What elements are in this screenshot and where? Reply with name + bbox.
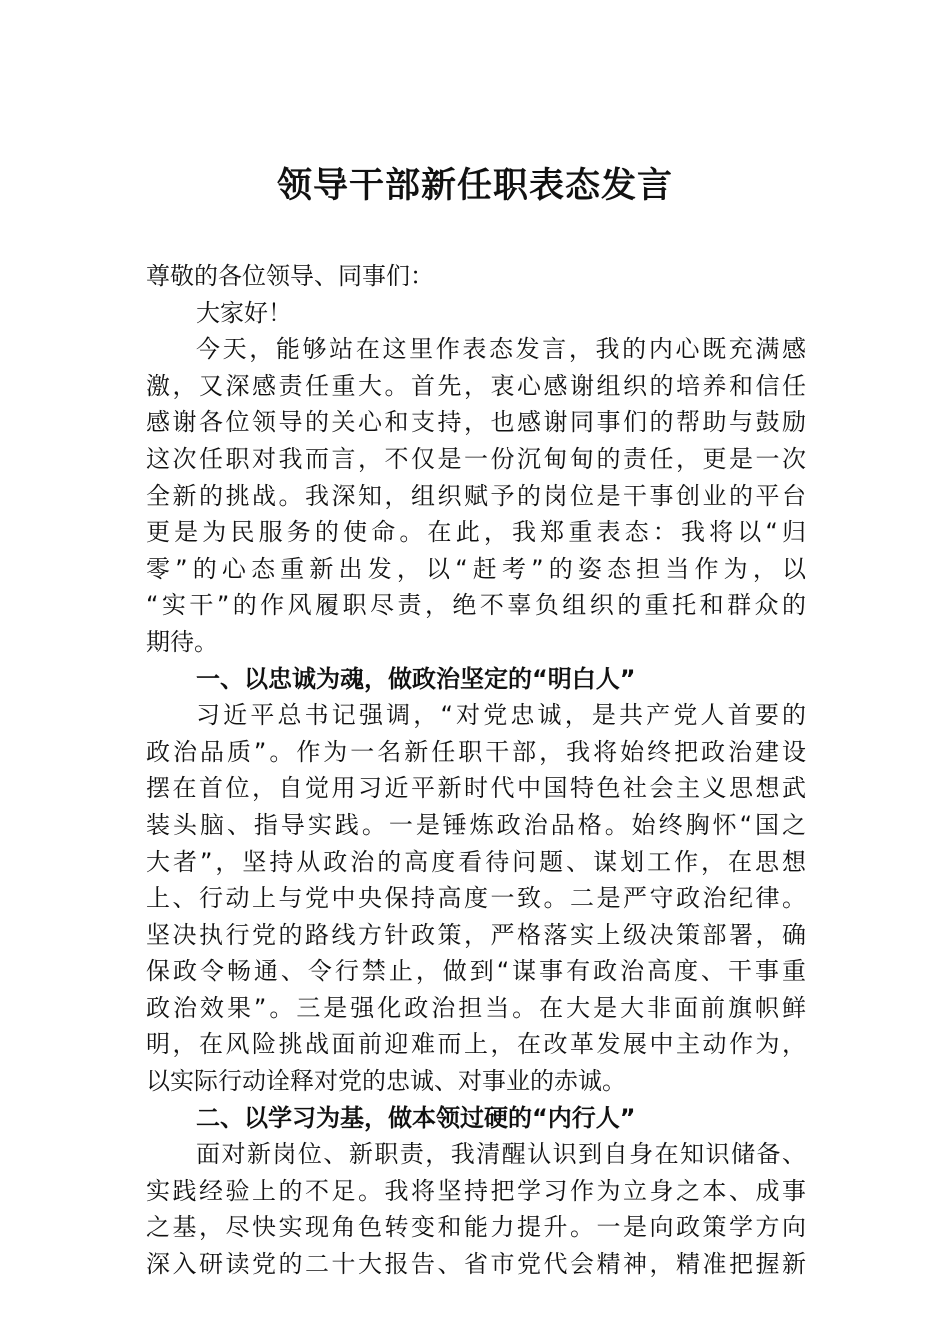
text-line: 大家好！ xyxy=(196,298,292,327)
text-line: 面对新岗位、新职责，我清醒认识到自身在知识储备、 xyxy=(196,1140,806,1169)
document-body xyxy=(146,258,806,1283)
text-line: 这次任职对我而言，不仅是一份沉甸甸的责任，更是一次 xyxy=(146,444,806,473)
text-line: 装头脑、指导实践。一是锤炼政治品格。始终胸怀“国之 xyxy=(146,810,806,839)
text-line: 以实际行动诠释对党的忠诚、对事业的赤诚。 xyxy=(146,1067,626,1096)
text-line: 明，在风险挑战面前迎难而上，在改革发展中主动作为， xyxy=(146,1030,806,1059)
text-line: 政治品质”。作为一名新任职干部，我将始终把政治建设 xyxy=(146,737,806,766)
text-line: 全新的挑战。我深知，组织赋予的岗位是干事创业的平台 xyxy=(146,481,806,510)
text-line: 感谢各位领导的关心和支持，也感谢同事们的帮助与鼓励 xyxy=(146,408,806,437)
text-line: 更是为民服务的使命。在此，我郑重表态：我将以“归 xyxy=(146,518,806,547)
text-line: 政治效果”。三是强化政治担当。在大是大非面前旗帜鲜 xyxy=(146,993,806,1022)
text-line: 大者”，坚持从政治的高度看待问题、谋划工作，在思想 xyxy=(146,847,806,876)
text-line: “实干”的作风履职尽责，绝不辜负组织的重托和群众的 xyxy=(146,591,806,620)
text-line: 期待。 xyxy=(146,627,218,656)
section-heading: 一、以忠诚为魂，做政治坚定的“明白人” xyxy=(196,664,636,693)
text-line: 零”的心态重新出发，以“赶考”的姿态担当作为，以 xyxy=(146,554,806,583)
text-line: 保政令畅通、令行禁止，做到“谋事有政治高度、干事重 xyxy=(146,957,806,986)
text-line: 尊敬的各位领导、同事们： xyxy=(146,262,434,290)
section-heading: 二、以学习为基，做本领过硬的“内行人” xyxy=(196,1103,636,1132)
text-line: 实践经验上的不足。我将坚持把学习作为立身之本、成事 xyxy=(146,1176,806,1205)
text-line: 之基，尽快实现角色转变和能力提升。一是向政策学方向 xyxy=(146,1213,806,1242)
text-line: 坚决执行党的路线方针政策，严格落实上级决策部署，确 xyxy=(146,920,806,949)
document-title: 领导干部新任职表态发言 xyxy=(276,165,673,206)
text-line: 深入研读党的二十大报告、省市党代会精神，精准把握新 xyxy=(146,1250,806,1279)
text-line: 习近平总书记强调，“对党忠诚，是共产党人首要的 xyxy=(196,701,806,730)
text-line: 摆在首位，自觉用习近平新时代中国特色社会主义思想武 xyxy=(146,774,806,803)
text-line: 上、行动上与党中央保持高度一致。二是严守政治纪律。 xyxy=(146,884,806,913)
text-line: 激，又深感责任重大。首先，衷心感谢组织的培养和信任 xyxy=(146,371,806,400)
text-line: 今天，能够站在这里作表态发言，我的内心既充满感 xyxy=(196,335,806,364)
